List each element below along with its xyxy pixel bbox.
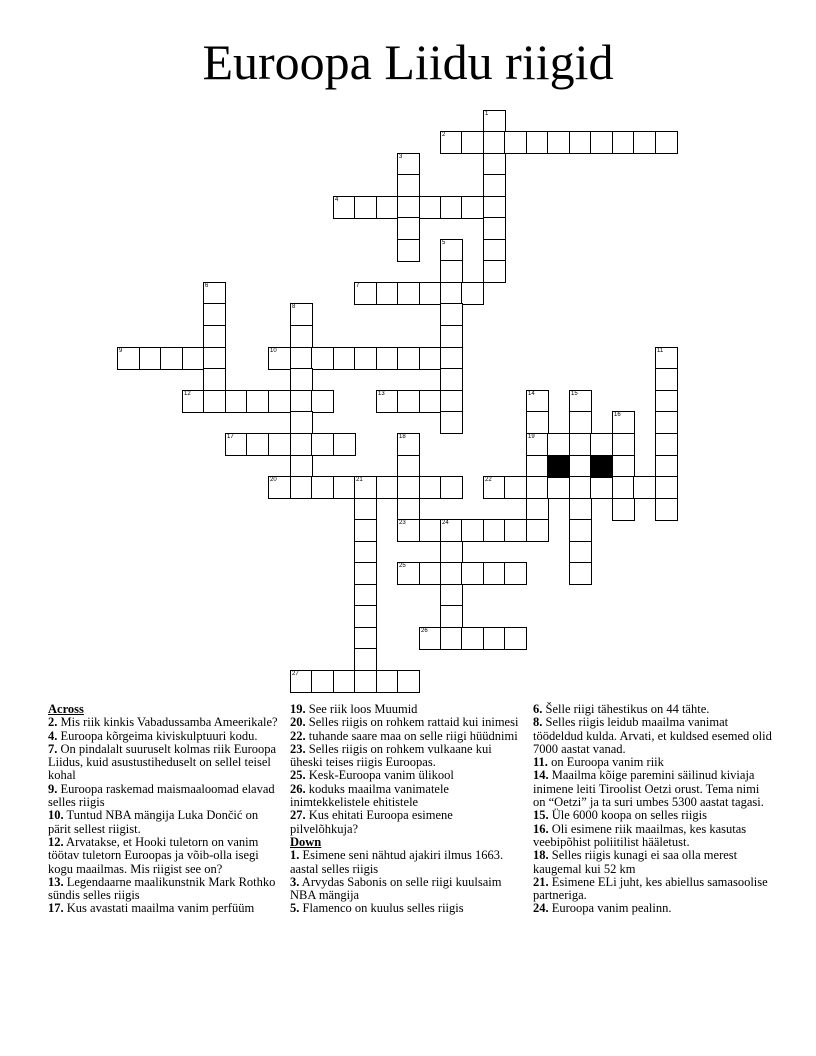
down-header: Down [290,834,322,849]
clue-number: 5. [290,901,300,916]
grid-cell[interactable] [461,282,484,305]
clue-item [48,836,280,876]
grid-cell[interactable] [376,196,399,219]
grid-cell[interactable] [311,347,334,370]
clue-item [290,902,522,915]
cell-number: 26 [421,628,428,634]
black-cell [590,455,613,478]
clue-item [533,703,773,716]
clue-text: Kesk-Euroopa vanim ülikool [305,768,454,783]
grid-cell[interactable] [612,433,635,456]
cell-number: 10 [270,348,277,354]
grid-cell[interactable] [526,131,549,154]
clue-text: tuhande saare maa on selle riigi hüüdnimi [305,728,518,743]
cell-number: 20 [270,477,277,483]
clue-text: Legendaarne maalikunstnik Mark Rothko sündis selles riigis [48,874,276,903]
clue-text: Selles riigis leidub maailma vanimat töödeldud kulda. Arvati, et kuldsed esemed olid 7000 aastat vanad. [533,715,772,756]
clue-number: 17. [48,901,64,916]
clue-number: 2. [48,715,58,730]
grid-cell[interactable] [203,303,226,326]
grid-cell[interactable] [419,347,442,370]
grid-cell[interactable] [483,153,506,176]
grid-cell[interactable] [547,131,570,154]
grid-cell[interactable] [333,433,356,456]
cell-number: 27 [292,671,299,677]
grid-cell[interactable] [203,390,226,413]
grid-cell[interactable] [526,498,549,521]
grid-cell[interactable] [461,196,484,219]
grid-cell[interactable] [483,476,506,499]
clue-number: 12. [48,834,64,849]
grid-cell[interactable] [333,670,356,693]
cell-number: 23 [399,520,406,526]
grid-cell[interactable] [376,282,399,305]
clue-text: Kus avastati maailma vanim perfüüm [63,901,255,916]
grid-cell[interactable] [612,498,635,521]
clue-number: 1. [290,848,300,863]
clue-item [48,876,280,903]
clue-text: Selles riigis kunagi ei saa olla merest kaugemal kui 52 km [533,848,738,876]
cell-number: 21 [356,477,363,483]
grid-cell[interactable] [203,325,226,348]
clue-number: 6. [533,702,543,716]
clue-text: Kus ehitati Euroopa esimene pilvelõhkuja? [290,808,453,836]
grid-cell[interactable] [655,455,678,478]
clue-number: 20. [290,715,306,730]
clue-number: 23. [290,741,306,756]
clue-number: 22. [290,728,306,743]
grid-cell[interactable] [397,390,420,413]
grid-cell[interactable] [354,541,377,564]
clue-text: On pindalalt suuruselt kolmas riik Euroopa Liidus, kuid asustustiheduselt on sellel teisel kohal [48,741,277,783]
clue-text: Maailma kõige paremini säilinud kiviaja inimene leiti Tiroolist Oetzi orust. Tema nimi on “Oetzi” ja ta suri umbes 5300 aastat tagasi. [533,768,764,810]
grid-cell[interactable] [354,627,377,650]
grid-cell[interactable] [440,411,463,434]
clue-item [533,902,773,915]
cell-number: 6 [205,283,209,289]
grid-cell[interactable] [440,347,463,370]
grid-cell[interactable] [440,368,463,391]
grid-cell[interactable] [311,390,334,413]
clue-text: Euroopa vanim pealinn. [548,901,672,916]
grid-cell[interactable] [419,627,442,650]
grid-cell[interactable] [440,325,463,348]
cell-number: 16 [614,412,621,418]
cell-number: 25 [399,563,406,569]
clue-text: Euroopa kõrgeima kiviskulptuuri kodu. [57,728,258,743]
cell-number: 13 [378,391,385,397]
grid-cell[interactable] [246,390,269,413]
cell-number: 18 [399,434,406,440]
grid-cell[interactable] [246,433,269,456]
grid-cell[interactable] [569,455,592,478]
grid-cell[interactable] [440,541,463,564]
grid-cell[interactable] [397,217,420,240]
grid-cell[interactable] [483,217,506,240]
cell-number: 12 [184,391,191,397]
clue-text: Flamenco on kuulus selles riigis [299,901,464,916]
grid-cell[interactable] [376,347,399,370]
cell-number: 2 [442,132,446,138]
grid-cell[interactable] [311,433,334,456]
grid-cell[interactable] [354,648,377,671]
grid-cell[interactable] [397,174,420,197]
grid-cell[interactable] [547,433,570,456]
grid-cell[interactable] [290,347,313,370]
grid-cell[interactable] [268,390,291,413]
grid-cell[interactable] [354,605,377,628]
cell-number: 17 [227,434,234,440]
grid-cell[interactable] [419,196,442,219]
grid-cell[interactable] [655,498,678,521]
clue-number: 7. [48,741,58,756]
grid-cell[interactable] [268,433,291,456]
grid-cell[interactable] [397,562,420,585]
grid-cell[interactable] [440,282,463,305]
clue-item [533,756,773,769]
grid-cell[interactable] [440,519,463,542]
grid-cell[interactable] [483,627,506,650]
grid-cell[interactable] [526,433,549,456]
grid-cell[interactable] [655,433,678,456]
grid-cell[interactable] [483,260,506,283]
grid-cell[interactable] [483,239,506,262]
grid-cell[interactable] [333,347,356,370]
grid-cell[interactable] [633,476,656,499]
clue-number: 3. [290,874,300,889]
grid-cell[interactable] [290,303,313,326]
cell-number: 4 [335,197,339,203]
grid-cell[interactable] [354,347,377,370]
clue-item [48,902,280,915]
grid-cell[interactable] [569,476,592,499]
grid-cell[interactable] [483,131,506,154]
grid-cell[interactable] [526,411,549,434]
grid-cell[interactable] [483,174,506,197]
grid-cell[interactable] [354,498,377,521]
grid-cell[interactable] [612,411,635,434]
grid-cell[interactable] [440,239,463,262]
grid-cell[interactable] [569,562,592,585]
grid-cell[interactable] [590,433,613,456]
clue-item [533,809,773,822]
grid-cell[interactable] [290,455,313,478]
grid-cell[interactable] [569,541,592,564]
clue-number: 21. [533,874,549,889]
grid-cell[interactable] [440,131,463,154]
clue-number: 11. [533,755,548,770]
grid-cell[interactable] [461,519,484,542]
grid-cell[interactable] [290,390,313,413]
grid-cell[interactable] [397,282,420,305]
grid-cell[interactable] [333,476,356,499]
grid-cell[interactable] [440,605,463,628]
clue-number: 18. [533,848,549,863]
grid-cell[interactable] [612,455,635,478]
grid-cell[interactable] [419,476,442,499]
clue-item [290,783,522,810]
clue-item [533,876,773,903]
grid-cell[interactable] [419,519,442,542]
grid-cell[interactable] [225,390,248,413]
clue-number: 26. [290,781,306,796]
grid-cell[interactable] [483,196,506,219]
clue-number: 13. [48,874,64,889]
clues-column-1 [48,703,280,916]
clue-text: Esimene ELi juht, kes abiellus samasoolise partneriga. [533,874,768,903]
grid-cell[interactable] [569,411,592,434]
clue-text: koduks maailma vanimatele inimtekkelistele ehitistele [290,781,449,810]
grid-cell[interactable] [290,433,313,456]
grid-cell[interactable] [354,519,377,542]
clue-item [290,743,522,770]
grid-cell[interactable] [483,110,506,133]
grid-cell[interactable] [440,260,463,283]
clue-item [290,849,522,876]
grid-cell[interactable] [419,390,442,413]
page-title: Euroopa Liidu riigid [202,34,614,90]
grid-cell[interactable] [268,476,291,499]
grid-cell[interactable] [117,347,140,370]
grid-cell[interactable] [311,670,334,693]
clue-item [290,703,522,716]
grid-cell[interactable] [461,627,484,650]
grid-cell[interactable] [440,627,463,650]
cell-number: 19 [528,434,535,440]
grid-cell[interactable] [333,196,356,219]
clue-text: Selles riigis on rohkem vulkaane kui üheski teises riigis Euroopas. [290,741,492,770]
clue-text: Esimene seni nähtud ajakiri ilmus 1663. aastal selles riigis [290,848,504,876]
black-cell [547,455,570,478]
grid-cell[interactable] [526,476,549,499]
clue-text: Mis riik kinkis Vabadussamba Ameerikale? [57,715,278,730]
grid-cell[interactable] [526,390,549,413]
grid-cell[interactable] [397,239,420,262]
grid-cell[interactable] [440,303,463,326]
grid-cell[interactable] [419,282,442,305]
clues-column-3 [533,703,773,916]
grid-cell[interactable] [569,498,592,521]
grid-cell[interactable] [440,476,463,499]
grid-cell[interactable] [504,476,527,499]
clue-text: Arvatakse, et Hooki tuletorn on vanim töötav tuletorn Euroopas ja võib-olla isegi kogu maailmas. Mis riigist see on? [48,834,259,876]
grid-cell[interactable] [203,282,226,305]
cell-number: 3 [399,154,403,160]
clue-text: Üle 6000 koopa on selles riigis [548,808,707,823]
grid-cell[interactable] [397,455,420,478]
grid-cell[interactable] [504,131,527,154]
clue-text: Selles riigis on rohkem rattaid kui inimesi [305,715,519,730]
grid-cell[interactable] [483,519,506,542]
grid-cell[interactable] [203,347,226,370]
clue-item [290,730,522,743]
grid-cell[interactable] [354,476,377,499]
grid-cell[interactable] [461,562,484,585]
clue-item [48,743,280,783]
down-clue-list-continued [533,703,773,916]
grid-cell[interactable] [569,131,592,154]
grid-cell[interactable] [397,670,420,693]
clue-number: 8. [533,715,543,730]
clue-number: 10. [48,808,64,823]
grid-cell[interactable] [354,282,377,305]
grid-cell[interactable] [547,476,570,499]
clue-number: 19. [290,702,306,716]
clue-item [48,783,280,810]
across-header: Across [48,702,84,716]
clue-item [290,769,522,782]
across-clue-list [48,716,280,915]
grid-cell[interactable] [354,196,377,219]
grid-cell[interactable] [354,584,377,607]
clue-item [48,730,280,743]
clue-item [290,716,522,729]
grid-cell[interactable] [397,476,420,499]
clue-text: See riik loos Muumid [305,702,418,716]
clue-number: 4. [48,728,58,743]
clue-text: Tuntud NBA mängija Luka Dončić on pärit sellest riigist. [48,808,259,836]
grid-cell[interactable] [290,476,313,499]
grid-cell[interactable] [290,368,313,391]
cell-number: 14 [528,391,535,397]
grid-cell[interactable] [440,390,463,413]
grid-cell[interactable] [290,411,313,434]
grid-cell[interactable] [612,476,635,499]
clue-number: 25. [290,768,306,783]
cell-number: 1 [485,111,489,117]
grid-cell[interactable] [655,390,678,413]
clue-item [533,716,773,756]
grid-cell[interactable] [290,670,313,693]
grid-cell[interactable] [397,347,420,370]
grid-cell[interactable] [440,562,463,585]
grid-cell[interactable] [655,411,678,434]
grid-cell[interactable] [569,390,592,413]
grid-cell[interactable] [633,131,656,154]
across-clue-list-continued [290,703,522,836]
clue-item [290,809,522,836]
clues-column-2 [290,703,522,916]
clue-item [533,849,773,876]
grid-cell[interactable] [311,476,334,499]
cell-number: 11 [657,348,664,354]
grid-cell[interactable] [160,347,183,370]
clue-number: 24. [533,901,549,916]
grid-cell[interactable] [182,347,205,370]
clue-item [533,823,773,850]
grid-cell[interactable] [461,131,484,154]
grid-cell[interactable] [354,562,377,585]
grid-cell[interactable] [397,196,420,219]
grid-cell[interactable] [397,498,420,521]
grid-cell[interactable] [504,519,527,542]
grid-cell[interactable] [290,325,313,348]
grid-cell[interactable] [504,562,527,585]
grid-cell[interactable] [526,519,549,542]
grid-cell[interactable] [655,131,678,154]
grid-cell[interactable] [612,131,635,154]
cell-number: 22 [485,477,492,483]
cell-number: 8 [292,304,296,310]
clue-number: 15. [533,808,549,823]
clue-text: on Euroopa vanim riik [547,755,664,770]
grid-cell[interactable] [440,196,463,219]
grid-cell[interactable] [354,670,377,693]
cell-number: 9 [119,348,123,354]
grid-cell[interactable] [655,476,678,499]
clue-item [48,716,280,729]
clue-number: 27. [290,808,306,823]
grid-cell[interactable] [376,476,399,499]
grid-cell[interactable] [139,347,162,370]
clue-number: 16. [533,821,549,836]
grid-cell[interactable] [397,433,420,456]
clue-text: Oli esimene riik maailmas, kes kasutas veebipõhist poliitilist hääletust. [533,821,747,849]
clue-text: Šelle riigi tähestikus on 44 tähte. [542,702,710,716]
grid-cell[interactable] [440,584,463,607]
clue-text: Arvydas Sabonis on selle riigi kuulsaim NBA mängija [290,874,502,903]
clue-number: 14. [533,768,549,783]
grid-cell[interactable] [590,476,613,499]
clue-text: Euroopa raskemad maismaaloomad elavad selles riigis [48,781,275,810]
down-clue-list [290,849,522,915]
cell-number: 5 [442,240,446,246]
grid-cell[interactable] [590,131,613,154]
grid-cell[interactable] [376,390,399,413]
clue-number: 9. [48,781,58,796]
cell-number: 15 [571,391,578,397]
grid-cell[interactable] [569,433,592,456]
cell-number: 24 [442,520,449,526]
grid-cell[interactable] [397,519,420,542]
cell-number: 7 [356,283,360,289]
grid-cell[interactable] [419,562,442,585]
grid-cell[interactable] [376,670,399,693]
clue-item [48,809,280,836]
grid-cell[interactable] [483,562,506,585]
clue-item [290,876,522,903]
clue-item [533,769,773,809]
grid-cell[interactable] [225,433,248,456]
grid-cell[interactable] [655,368,678,391]
grid-cell[interactable] [397,153,420,176]
grid-cell[interactable] [526,455,549,478]
grid-cell[interactable] [655,347,678,370]
grid-cell[interactable] [504,627,527,650]
grid-cell[interactable] [203,368,226,391]
grid-cell[interactable] [268,347,291,370]
grid-cell[interactable] [569,519,592,542]
grid-cell[interactable] [182,390,205,413]
